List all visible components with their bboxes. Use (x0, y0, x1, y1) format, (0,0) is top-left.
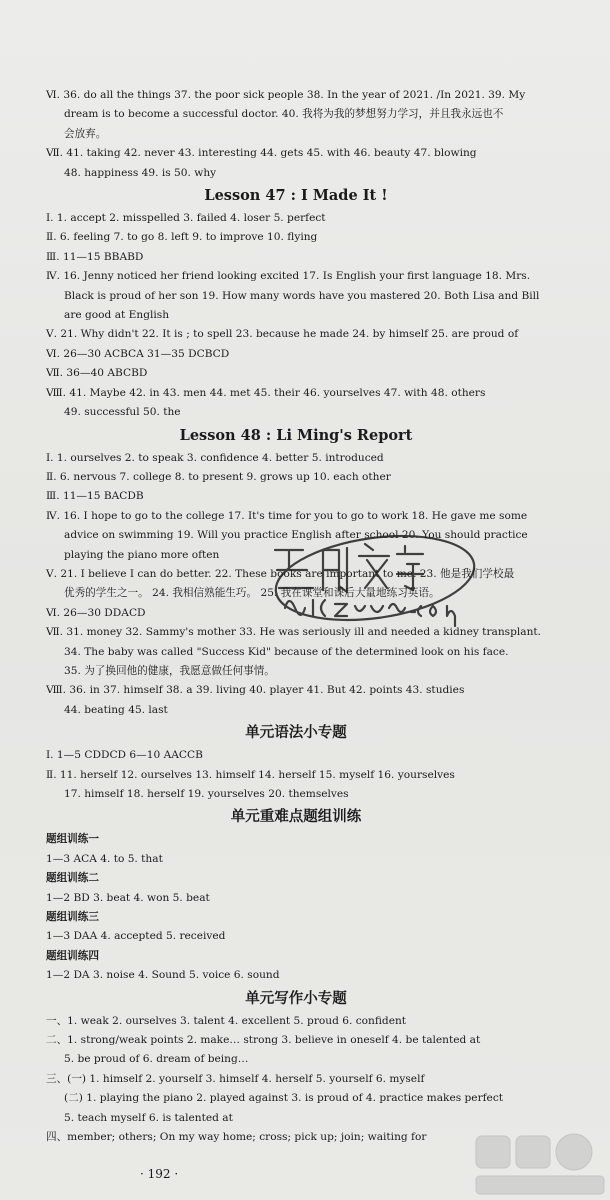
answer-line: Ⅴ. 21. I believe I can do better. 22. These books are important to me. 23. 他是我们学校最 (46, 567, 515, 580)
answer-line: 四、member; others; On my way home; cross; pick up; join; waiting for (46, 1131, 427, 1144)
answer-line: 5. be proud of 6. dream of being… (64, 1053, 249, 1066)
subsection-label: 题组训练二 (46, 872, 99, 885)
subsection-label: 题组训练一 (46, 833, 99, 846)
answer-line: Ⅱ. 6. nervous 7. college 8. to present 9. grows up 10. each other (46, 470, 391, 483)
answer-line: Ⅵ. 26—30 DDACD (46, 606, 146, 619)
answer-line: Ⅰ. 1. accept 2. misspelled 3. failed 4. loser 5. perfect (46, 212, 326, 225)
answer-line: Ⅶ. 36—40 ABCBD (46, 367, 148, 380)
answer-line: 三、(一) 1. himself 2. yourself 3. himself 4. herself 5. yourself 6. myself (46, 1072, 425, 1085)
section-heading: Lesson 48 : Li Ming's Report (179, 426, 413, 444)
answer-content (46, 86, 546, 1148)
answer-line: Ⅲ. 11—15 BBABD (46, 250, 144, 263)
answer-line: 一、1. weak 2. ourselves 3. talent 4. excellent 5. proud 6. confident (46, 1014, 407, 1027)
answer-line: Ⅵ. 26—30 ACBCA 31—35 DCBCD (46, 347, 230, 360)
answer-line: Ⅰ. 1. ourselves 2. to speak 3. confidence 4. better 5. introduced (46, 451, 384, 464)
answer-line: 会放弃。 (64, 127, 107, 140)
answer-line: 二、1. strong/weak points 2. make… strong 3. believe in oneself 4. be talented at (46, 1034, 481, 1047)
section-heading: 单元写作小专题 (245, 989, 347, 1007)
answer-line: playing the piano more often (64, 548, 220, 561)
answer-line: 48. happiness 49. is 50. why (64, 166, 217, 179)
section-heading: Lesson 47 : I Made It ! (204, 187, 388, 205)
answer-line: 17. himself 18. herself 19. yourselves 20. themselves (64, 788, 349, 800)
answer-line: Ⅶ. 31. money 32. Sammy's mother 33. He was seriously ill and needed a kidney transplant. (46, 626, 542, 639)
section-heading: 单元重难点题组训练 (230, 808, 362, 826)
answer-line: Ⅱ. 11. herself 12. ourselves 13. himself 14. herself 15. myself 16. yourselves (46, 768, 455, 781)
answer-line: Ⅷ. 36. in 37. himself 38. a 39. living 40. player 41. But 42. points 43. studies (46, 684, 465, 697)
section-heading: 单元语法小专题 (245, 724, 347, 742)
answer-line: Ⅲ. 11—15 BACDB (46, 490, 144, 503)
answer-line: are good at English (64, 309, 170, 322)
answer-line: 34. The baby was called "Success Kid" because of the determined look on his face. (64, 645, 509, 658)
answer-line: Black is proud of her son 19. How many words have you mastered 20. Both Lisa and Bill (64, 289, 540, 302)
answer-line: Ⅱ. 6. feeling 7. to go 8. left 9. to improve 10. flying (46, 231, 318, 244)
answer-line: 1—3 ACA 4. to 5. that (46, 852, 163, 865)
subsection-label: 题组训练三 (46, 911, 99, 924)
answer-line: Ⅶ. 41. taking 42. never 43. interesting 44. gets 45. with 46. beauty 47. blowing (46, 147, 477, 160)
answer-line: 49. successful 50. the (64, 406, 181, 419)
answer-line: 5. teach myself 6. is talented at (64, 1111, 233, 1124)
answer-line: Ⅴ. 21. Why didn't 22. It is ; to spell 23. because he made 24. by himself 25. are proud of (46, 328, 519, 341)
answer-line: 1—2 DA 3. noise 4. Sound 5. voice 6. sound (46, 969, 280, 982)
answer-line: Ⅰ. 1—5 CDDCD 6—10 AACCB (46, 749, 203, 762)
answer-line: dream is to become a successful doctor. 40. 我将为我的梦想努力学习，并且我永远也不 (64, 108, 504, 121)
answer-line: Ⅳ. 16. Jenny noticed her friend looking excited 17. Is English your first language 18. Mrs. (46, 270, 531, 283)
answer-line: Ⅳ. 16. I hope to go to the college 17. It's time for you to go to work 18. He gave me some (46, 509, 528, 522)
answer-line: 44. beating 45. last (64, 703, 168, 716)
answer-line: Ⅵ. 36. do all the things 37. the poor sick people 38. In the year of 2021. /In 2021. 39. My (46, 89, 526, 101)
answer-line: Ⅷ. 41. Maybe 42. in 43. men 44. met 45. their 46. yourselves 47. with 48. others (46, 386, 486, 399)
answer-line: (二) 1. playing the piano 2. played against 3. is proud of 4. practice makes perfect (64, 1092, 504, 1105)
page-number: · 192 · (140, 1167, 179, 1181)
answer-line: 1—3 DAA 4. accepted 5. received (46, 930, 226, 943)
subsection-label: 题组训练四 (46, 949, 99, 962)
answer-line: advice on swimming 19. Will you practice English after school 20. You should practice (64, 529, 528, 542)
answer-line: 35. 为了换回他的健康，我愿意做任何事情。 (64, 664, 275, 677)
answer-line: 1—2 BD 3. beat 4. won 5. beat (46, 891, 210, 904)
answer-line: 优秀的学生之一。 24. 我相信熟能生巧。 25. 我在课堂和课后大量地练习英语。 (64, 587, 440, 600)
